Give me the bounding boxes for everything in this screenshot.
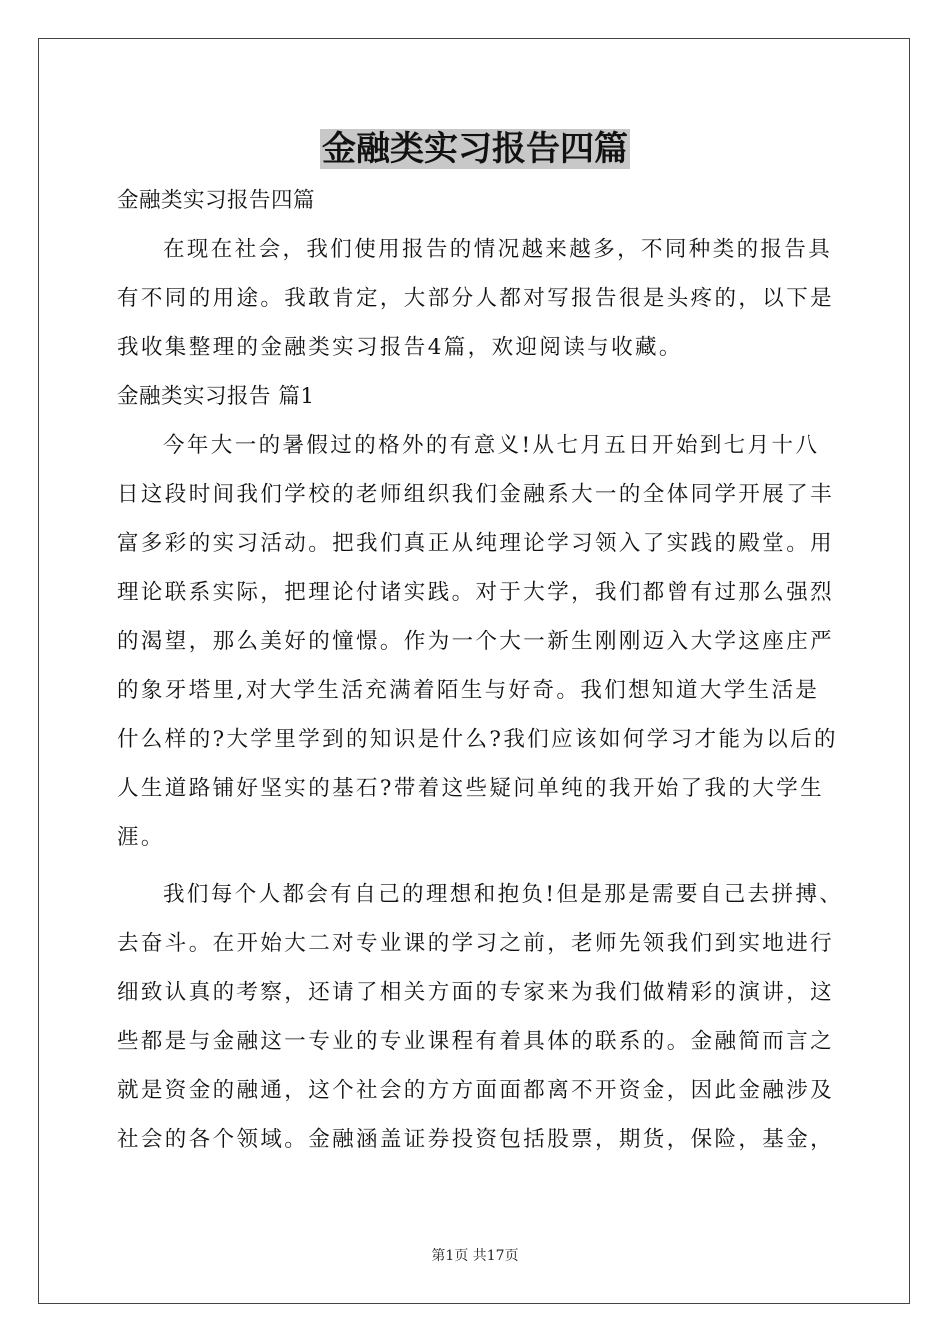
body-line: 的象牙塔里,对大学生活充满着陌生与好奇。我们想知道大学生活是 <box>117 678 820 703</box>
body-line: 金融类实习报告四篇 <box>117 188 316 213</box>
body-line: 社会的各个领域。金融涵盖证券投资包括股票，期货，保险，基金， <box>117 1127 835 1152</box>
body-line: 人生道路铺好坚实的基石?带着这些疑问单纯的我开始了我的大学生 <box>117 776 825 801</box>
body-line: 去奋斗。在开始大二对专业课的学习之前，老师先领我们到实地进行 <box>117 931 835 956</box>
body-line: 的渴望，那么美好的憧憬。作为一个大一新生刚刚迈入大学这座庄严 <box>117 629 835 654</box>
body-line: 涯。 <box>117 825 165 850</box>
body-line: 理论联系实际，把理论付诸实践。对于大学，我们都曾有过那么强烈 <box>117 580 835 605</box>
body-line: 日这段时间我们学校的老师组织我们金融系大一的全体同学开展了丰 <box>117 482 835 507</box>
body-line: 富多彩的实习活动。把我们真正从纯理论学习领入了实践的殿堂。用 <box>117 531 835 556</box>
body-line: 什么样的?大学里学到的知识是什么?我们应该如何学习才能为以后的 <box>117 727 838 752</box>
section-heading: 金融类实习报告 篇1 <box>117 384 315 409</box>
page-footer: 第1页 共17页 <box>431 1248 519 1264</box>
body-line: 些都是与金融这一专业的专业课程有着具体的联系的。金融简而言之 <box>117 1029 835 1054</box>
body-line: 今年大一的暑假过的格外的有意义!从七月五日开始到七月十八 <box>163 433 820 458</box>
body-line: 细致认真的考察，还请了相关方面的专家来为我们做精彩的演讲，这 <box>117 980 835 1005</box>
document-title-text: 金融类实习报告四篇 <box>322 129 628 169</box>
body-line: 我们每个人都会有自己的理想和抱负!但是那是需要自己去拼搏、 <box>163 882 844 907</box>
body-line: 我收集整理的金融类实习报告4篇，欢迎阅读与收藏。 <box>117 335 683 360</box>
body-line: 就是资金的融通，这个社会的方方面面都离不开资金，因此金融涉及 <box>117 1078 835 1103</box>
document-title <box>0 126 950 172</box>
body-line: 在现在社会，我们使用报告的情况越来越多，不同种类的报告具 <box>163 237 833 262</box>
document-body <box>117 176 844 1164</box>
body-line: 有不同的用途。我敢肯定，大部分人都对写报告很是头疼的，以下是 <box>117 286 835 311</box>
